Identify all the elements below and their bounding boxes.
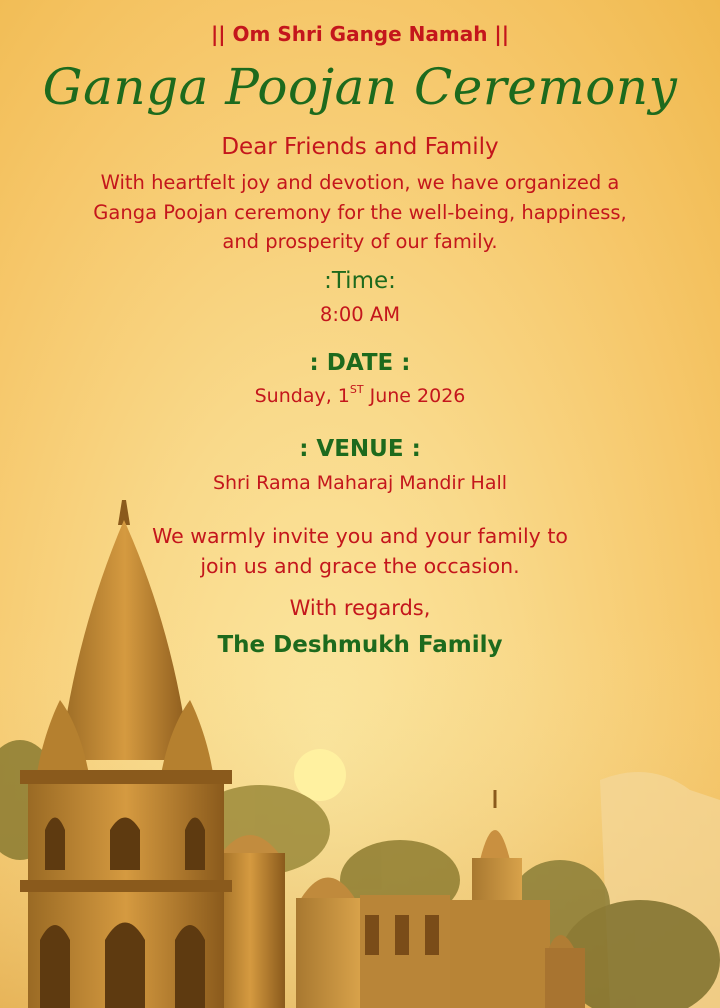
date-label: : DATE : [309, 350, 411, 376]
date-prefix: Sunday, 1 [254, 385, 350, 407]
regards-text: With regards, [289, 596, 431, 620]
message-line: and prosperity of our family. [222, 230, 498, 253]
message-line: Ganga Poojan ceremony for the well-being, happiness, [93, 200, 627, 224]
invite-paragraph [0, 521, 720, 581]
message-line: With heartfelt joy and devotion, we have organized a [100, 171, 620, 194]
date-value [0, 385, 720, 407]
invite-line: We warmly invite you and your family to [152, 524, 568, 548]
venue-label: : VENUE : [299, 436, 421, 462]
date-rest: June 2026 [363, 385, 466, 407]
message-paragraph [0, 168, 720, 257]
time-value: 8:00 AM [319, 303, 401, 326]
greeting: Dear Friends and Family [221, 134, 499, 160]
date-ordinal: ST [349, 383, 364, 396]
mantra-heading: || Om Shri Gange Namah || [210, 22, 510, 46]
invite-line: join us and grace the occasion. [200, 554, 520, 578]
sun-icon [294, 749, 346, 801]
family-signature: The Deshmukh Family [217, 632, 503, 658]
page-title: Ganga Poojan Ceremony [42, 58, 678, 116]
venue-value: Shri Rama Maharaj Mandir Hall [212, 472, 508, 494]
time-label: :Time: [324, 268, 396, 294]
